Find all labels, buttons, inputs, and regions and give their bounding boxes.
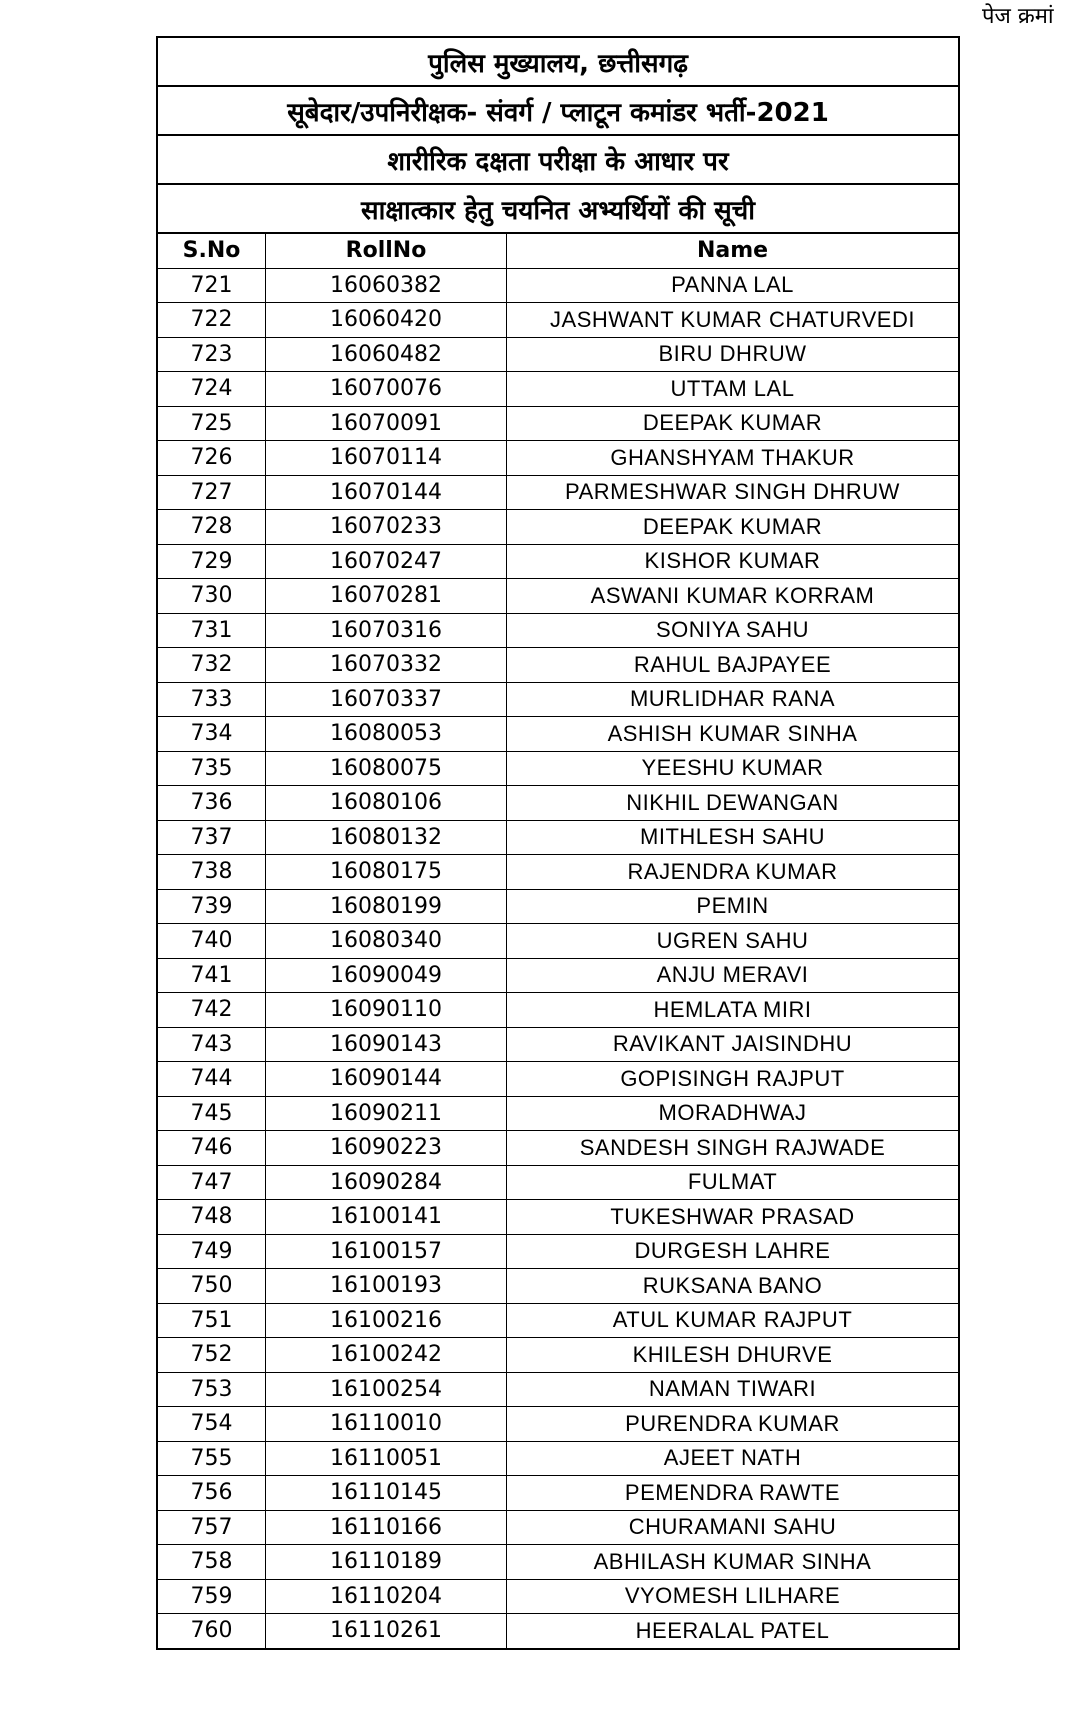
roll-number-cell: 16090144 xyxy=(266,1062,507,1097)
title-police-headquarters: पुलिस मुख्यालय, छत्तीसगढ़ xyxy=(158,38,958,87)
roll-number-cell: 16070247 xyxy=(266,544,507,579)
name-cell: KHILESH DHURVE xyxy=(507,1338,959,1373)
serial-number-cell: 745 xyxy=(158,1096,266,1131)
name-cell: PEMIN xyxy=(507,889,959,924)
roll-number-cell: 16070332 xyxy=(266,648,507,683)
serial-number-cell: 743 xyxy=(158,1027,266,1062)
roll-number-cell: 16070281 xyxy=(266,579,507,614)
serial-number-cell: 760 xyxy=(158,1614,266,1648)
serial-number-cell: 722 xyxy=(158,303,266,338)
table-row xyxy=(158,1545,958,1580)
table-row xyxy=(158,372,958,407)
title-physical-test-basis: शारीरिक दक्षता परीक्षा के आधार पर xyxy=(158,136,958,185)
serial-number-cell: 732 xyxy=(158,648,266,683)
name-cell: RAVIKANT JAISINDHU xyxy=(507,1027,959,1062)
serial-number-cell: 748 xyxy=(158,1200,266,1235)
serial-number-cell: 728 xyxy=(158,510,266,545)
serial-number-cell: 731 xyxy=(158,613,266,648)
roll-number-cell: 16100242 xyxy=(266,1338,507,1373)
table-row xyxy=(158,1027,958,1062)
roll-number-cell: 16080075 xyxy=(266,751,507,786)
name-cell: RAJENDRA KUMAR xyxy=(507,855,959,890)
name-cell: AJEET NATH xyxy=(507,1441,959,1476)
name-cell: YEESHU KUMAR xyxy=(507,751,959,786)
serial-number-cell: 729 xyxy=(158,544,266,579)
table-row xyxy=(158,406,958,441)
name-cell: RUKSANA BANO xyxy=(507,1269,959,1304)
roll-number-cell: 16110204 xyxy=(266,1579,507,1614)
table-row xyxy=(158,475,958,510)
table-row xyxy=(158,441,958,476)
roll-number-cell: 16080132 xyxy=(266,820,507,855)
name-cell: DEEPAK KUMAR xyxy=(507,406,959,441)
roll-number-cell: 16080199 xyxy=(266,889,507,924)
name-cell: CHURAMANI SAHU xyxy=(507,1510,959,1545)
table-row xyxy=(158,1407,958,1442)
serial-number-cell: 744 xyxy=(158,1062,266,1097)
serial-number-cell: 746 xyxy=(158,1131,266,1166)
roll-number-cell: 16080340 xyxy=(266,924,507,959)
name-cell: ABHILASH KUMAR SINHA xyxy=(507,1545,959,1580)
name-cell: PANNA LAL xyxy=(507,268,959,303)
roll-number-cell: 16090211 xyxy=(266,1096,507,1131)
roll-number-cell: 16060382 xyxy=(266,268,507,303)
column-header-rollno: RollNo xyxy=(266,234,507,268)
name-cell: ATUL KUMAR RAJPUT xyxy=(507,1303,959,1338)
roll-number-cell: 16090110 xyxy=(266,993,507,1028)
name-cell: MURLIDHAR RANA xyxy=(507,682,959,717)
serial-number-cell: 725 xyxy=(158,406,266,441)
table-row xyxy=(158,993,958,1028)
serial-number-cell: 735 xyxy=(158,751,266,786)
serial-number-cell: 756 xyxy=(158,1476,266,1511)
name-cell: PARMESHWAR SINGH DHRUW xyxy=(507,475,959,510)
roll-number-cell: 16070076 xyxy=(266,372,507,407)
table-row xyxy=(158,1579,958,1614)
table-row xyxy=(158,1614,958,1648)
table-row xyxy=(158,544,958,579)
roll-number-cell: 16090049 xyxy=(266,958,507,993)
name-cell: RAHUL BAJPAYEE xyxy=(507,648,959,683)
roll-number-cell: 16070337 xyxy=(266,682,507,717)
serial-number-cell: 753 xyxy=(158,1372,266,1407)
serial-number-cell: 733 xyxy=(158,682,266,717)
table-row xyxy=(158,751,958,786)
table-row xyxy=(158,855,958,890)
roll-number-cell: 16070233 xyxy=(266,510,507,545)
table-row xyxy=(158,613,958,648)
table-row xyxy=(158,1372,958,1407)
name-cell: PEMENDRA RAWTE xyxy=(507,1476,959,1511)
column-header-sno: S.No xyxy=(158,234,266,268)
serial-number-cell: 750 xyxy=(158,1269,266,1304)
name-cell: BIRU DHRUW xyxy=(507,337,959,372)
serial-number-cell: 757 xyxy=(158,1510,266,1545)
serial-number-cell: 724 xyxy=(158,372,266,407)
selection-list-document xyxy=(156,36,960,1650)
page-number-note: पेज क्रमां xyxy=(982,4,1054,29)
serial-number-cell: 749 xyxy=(158,1234,266,1269)
name-cell: NAMAN TIWARI xyxy=(507,1372,959,1407)
table-row xyxy=(158,682,958,717)
title-interview-selected-list: साक्षात्कार हेतु चयनित अभ्यर्थियों की सूची xyxy=(158,185,958,234)
serial-number-cell: 727 xyxy=(158,475,266,510)
name-cell: GHANSHYAM THAKUR xyxy=(507,441,959,476)
table-row xyxy=(158,1234,958,1269)
name-cell: ASHISH KUMAR SINHA xyxy=(507,717,959,752)
name-cell: SONIYA SAHU xyxy=(507,613,959,648)
roll-number-cell: 16100157 xyxy=(266,1234,507,1269)
serial-number-cell: 740 xyxy=(158,924,266,959)
table-row xyxy=(158,268,958,303)
roll-number-cell: 16100193 xyxy=(266,1269,507,1304)
roll-number-cell: 16110261 xyxy=(266,1614,507,1648)
serial-number-cell: 721 xyxy=(158,268,266,303)
candidates-table xyxy=(158,234,958,1648)
serial-number-cell: 755 xyxy=(158,1441,266,1476)
roll-number-cell: 16060420 xyxy=(266,303,507,338)
table-row xyxy=(158,786,958,821)
table-row xyxy=(158,889,958,924)
name-cell: TUKESHWAR PRASAD xyxy=(507,1200,959,1235)
name-cell: DURGESH LAHRE xyxy=(507,1234,959,1269)
table-row xyxy=(158,1200,958,1235)
table-row xyxy=(158,303,958,338)
serial-number-cell: 747 xyxy=(158,1165,266,1200)
table-row xyxy=(158,924,958,959)
name-cell: GOPISINGH RAJPUT xyxy=(507,1062,959,1097)
table-header-row xyxy=(158,234,958,268)
roll-number-cell: 16090284 xyxy=(266,1165,507,1200)
roll-number-cell: 16080106 xyxy=(266,786,507,821)
table-row xyxy=(158,579,958,614)
roll-number-cell: 16100254 xyxy=(266,1372,507,1407)
roll-number-cell: 16110189 xyxy=(266,1545,507,1580)
roll-number-cell: 16070091 xyxy=(266,406,507,441)
serial-number-cell: 736 xyxy=(158,786,266,821)
table-row xyxy=(158,1131,958,1166)
roll-number-cell: 16070316 xyxy=(266,613,507,648)
title-recruitment: सूबेदार/उपनिरीक्षक- संवर्ग / प्लाटून कमांडर भर्ती-2021 xyxy=(158,87,958,136)
roll-number-cell: 16110010 xyxy=(266,1407,507,1442)
serial-number-cell: 758 xyxy=(158,1545,266,1580)
roll-number-cell: 16080175 xyxy=(266,855,507,890)
roll-number-cell: 16080053 xyxy=(266,717,507,752)
table-row xyxy=(158,1062,958,1097)
table-row xyxy=(158,958,958,993)
name-cell: KISHOR KUMAR xyxy=(507,544,959,579)
roll-number-cell: 16110166 xyxy=(266,1510,507,1545)
name-cell: HEMLATA MIRI xyxy=(507,993,959,1028)
table-row xyxy=(158,648,958,683)
roll-number-cell: 16100141 xyxy=(266,1200,507,1235)
name-cell: SANDESH SINGH RAJWADE xyxy=(507,1131,959,1166)
table-row xyxy=(158,1303,958,1338)
serial-number-cell: 726 xyxy=(158,441,266,476)
table-row xyxy=(158,1096,958,1131)
name-cell: UTTAM LAL xyxy=(507,372,959,407)
serial-number-cell: 734 xyxy=(158,717,266,752)
roll-number-cell: 16070114 xyxy=(266,441,507,476)
serial-number-cell: 737 xyxy=(158,820,266,855)
roll-number-cell: 16110051 xyxy=(266,1441,507,1476)
serial-number-cell: 751 xyxy=(158,1303,266,1338)
table-row xyxy=(158,1338,958,1373)
name-cell: PURENDRA KUMAR xyxy=(507,1407,959,1442)
roll-number-cell: 16110145 xyxy=(266,1476,507,1511)
serial-number-cell: 741 xyxy=(158,958,266,993)
name-cell: MITHLESH SAHU xyxy=(507,820,959,855)
serial-number-cell: 730 xyxy=(158,579,266,614)
serial-number-cell: 742 xyxy=(158,993,266,1028)
serial-number-cell: 752 xyxy=(158,1338,266,1373)
serial-number-cell: 723 xyxy=(158,337,266,372)
roll-number-cell: 16100216 xyxy=(266,1303,507,1338)
serial-number-cell: 738 xyxy=(158,855,266,890)
serial-number-cell: 759 xyxy=(158,1579,266,1614)
name-cell: JASHWANT KUMAR CHATURVEDI xyxy=(507,303,959,338)
table-row xyxy=(158,1441,958,1476)
roll-number-cell: 16070144 xyxy=(266,475,507,510)
table-row xyxy=(158,820,958,855)
table-row xyxy=(158,337,958,372)
serial-number-cell: 754 xyxy=(158,1407,266,1442)
name-cell: HEERALAL PATEL xyxy=(507,1614,959,1648)
name-cell: MORADHWAJ xyxy=(507,1096,959,1131)
table-row xyxy=(158,717,958,752)
table-body xyxy=(158,268,958,1648)
roll-number-cell: 16060482 xyxy=(266,337,507,372)
name-cell: DEEPAK KUMAR xyxy=(507,510,959,545)
name-cell: VYOMESH LILHARE xyxy=(507,1579,959,1614)
serial-number-cell: 739 xyxy=(158,889,266,924)
roll-number-cell: 16090223 xyxy=(266,1131,507,1166)
name-cell: NIKHIL DEWANGAN xyxy=(507,786,959,821)
column-header-name: Name xyxy=(507,234,959,268)
name-cell: UGREN SAHU xyxy=(507,924,959,959)
table-row xyxy=(158,510,958,545)
name-cell: FULMAT xyxy=(507,1165,959,1200)
name-cell: ANJU MERAVI xyxy=(507,958,959,993)
name-cell: ASWANI KUMAR KORRAM xyxy=(507,579,959,614)
table-row xyxy=(158,1269,958,1304)
table-row xyxy=(158,1510,958,1545)
table-row xyxy=(158,1476,958,1511)
roll-number-cell: 16090143 xyxy=(266,1027,507,1062)
table-row xyxy=(158,1165,958,1200)
